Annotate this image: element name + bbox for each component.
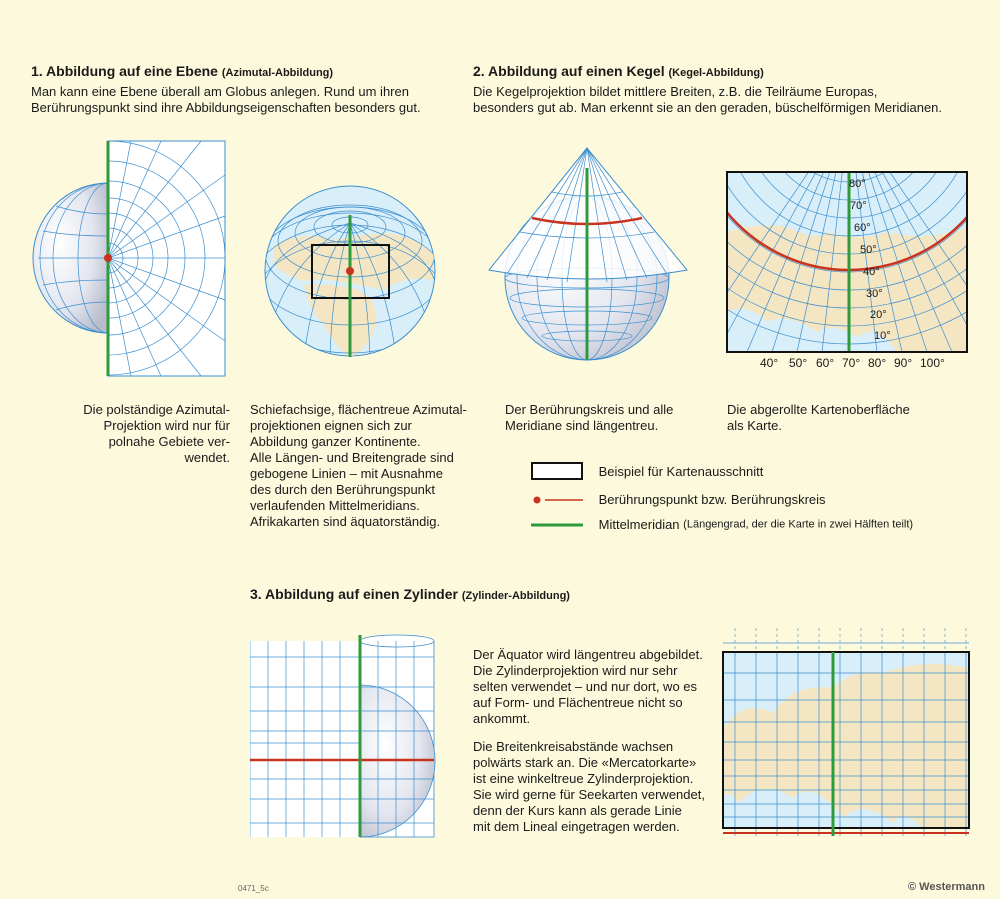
lon-label: 50° [789, 356, 808, 370]
lat-label: 70° [850, 200, 867, 212]
cylinder-projection-diagram [250, 627, 440, 837]
conic-map [727, 172, 967, 352]
section1-title-text: 1. Abbildung auf eine Ebene [31, 63, 218, 79]
section2-subtitle: (Kegel-Abbildung) [668, 67, 764, 79]
caption-line: Meridiane sind längentreu. [505, 418, 659, 433]
conic-projection-diagram [487, 148, 697, 363]
section1-intro-line: Berührungspunkt sind ihre Abbildungseigenschaften besonders gut. [31, 100, 421, 115]
caption-line: Der Berührungskreis und alle [505, 402, 674, 417]
section3-para2 [473, 739, 705, 835]
section2-intro-line: besonders gut ab. Man erkennt sie an den geraden, büschelförmigen Meridianen. [473, 100, 943, 115]
section3-title-text: 3. Abbildung auf einen Zylinder [250, 586, 458, 602]
caption-line: des durch den Berührungspunkt [250, 482, 436, 497]
section2-title [473, 63, 764, 79]
lat-label: 50° [860, 244, 877, 256]
caption-line: als Karte. [727, 418, 782, 433]
para-line: Der Äquator wird längentreu abgebildet. [473, 647, 703, 662]
lat-label: 60° [854, 222, 871, 234]
lon-label: 80° [868, 356, 887, 370]
lat-label: 40° [863, 266, 880, 278]
section2-intro-line: Die Kegelprojektion bildet mittlere Breiten, z.B. die Teilräume Europas, [473, 84, 878, 99]
section3-title [250, 586, 570, 602]
mercator-map [723, 628, 969, 836]
section2-caption-left [505, 402, 673, 434]
polar-azimuthal-diagram [31, 141, 231, 376]
figure-code: 0471_5c [238, 884, 269, 893]
lat-label: 20° [870, 309, 887, 321]
oblique-azimuthal-globe [264, 185, 436, 357]
touch-point [346, 267, 354, 275]
lon-label: 60° [816, 356, 835, 370]
caption-line: Die abgerollte Kartenoberfläche [727, 402, 910, 417]
lon-label: 100° [920, 356, 945, 370]
para-line: selten verwendet – und nur dort, wo es [473, 679, 698, 694]
legend-touch-row [531, 491, 826, 507]
lon-label: 90° [894, 356, 913, 370]
caption-line: verlaufenden Mittelmeridians. [250, 498, 420, 513]
lat-label: 30° [866, 288, 883, 300]
section2-intro [473, 84, 942, 116]
section2-title-text: 2. Abbildung auf einen Kegel [473, 63, 665, 79]
para-line: polwärts stark an. Die «Mercatorkarte» [473, 755, 697, 770]
projection-plane [108, 141, 225, 376]
touch-point [104, 254, 112, 262]
caption-line: polnahe Gebiete ver- [108, 434, 230, 449]
section1-caption-right [250, 402, 467, 530]
para-line: ist eine winkeltreue Zylinderprojektion. [473, 771, 694, 786]
caption-line: Die polständige Azimutal- [83, 402, 230, 417]
caption-line: Projektion wird nur für [103, 418, 230, 433]
para-line: Die Breitenkreisabstände wachsen [473, 739, 674, 754]
caption-line: projektionen eignen sich zur [250, 418, 412, 433]
section1-subtitle: (Azimutal-Abbildung) [221, 67, 334, 79]
legend-frame-label: Beispiel für Kartenausschnitt [598, 463, 764, 479]
para-line: denn der Kurs kann als gerade Linie [473, 803, 682, 818]
para-line: Die Zylinderprojektion wird nur sehr [473, 663, 678, 678]
lat-label: 10° [874, 330, 891, 342]
meridian-symbol [531, 519, 583, 531]
legend-meridian-row [531, 516, 913, 532]
section2-caption-right [727, 402, 910, 434]
caption-line: gebogene Linien – mit Ausnahme [250, 466, 443, 481]
copyright: © Westermann [908, 881, 985, 893]
legend-meridian-label: Mittelmeridian [598, 517, 680, 533]
para-line: Sie wird gerne für Seekarten verwendet, [473, 787, 705, 802]
section3-subtitle: (Zylinder-Abbildung) [461, 590, 570, 602]
caption-line: Afrikakarten sind äquatorständig. [250, 514, 441, 529]
section1-intro [31, 84, 421, 116]
lon-label: 40° [760, 356, 779, 370]
section3-para1 [473, 647, 703, 727]
legend-meridian-note: (Längengrad, der die Karte in zwei Hälften teilt) [683, 518, 914, 531]
section1-caption-left [40, 402, 230, 466]
para-line: auf Form- und Flächentreue nicht so [473, 695, 683, 710]
legend-touch-label: Berührungspunkt bzw. Berührungskreis [598, 492, 826, 508]
caption-line: Alle Längen- und Breitengrade sind [250, 450, 454, 465]
caption-line: Schiefachsige, flächentreue Azimutal- [250, 402, 467, 417]
lon-label: 70° [842, 356, 861, 370]
touch-symbol [531, 494, 583, 506]
caption-line: wendet. [184, 450, 230, 465]
caption-line: Abbildung ganzer Kontinente. [250, 434, 421, 449]
section1-title [31, 63, 333, 79]
para-line: mit dem Lineal eingetragen werden. [473, 819, 680, 834]
lat-label: 80° [849, 178, 866, 190]
para-line: ankommt. [473, 711, 531, 726]
frame-symbol [531, 462, 583, 480]
section1-intro-line: Man kann eine Ebene überall am Globus anlegen. Rund um ihren [31, 84, 409, 99]
legend-frame-row [531, 462, 763, 480]
